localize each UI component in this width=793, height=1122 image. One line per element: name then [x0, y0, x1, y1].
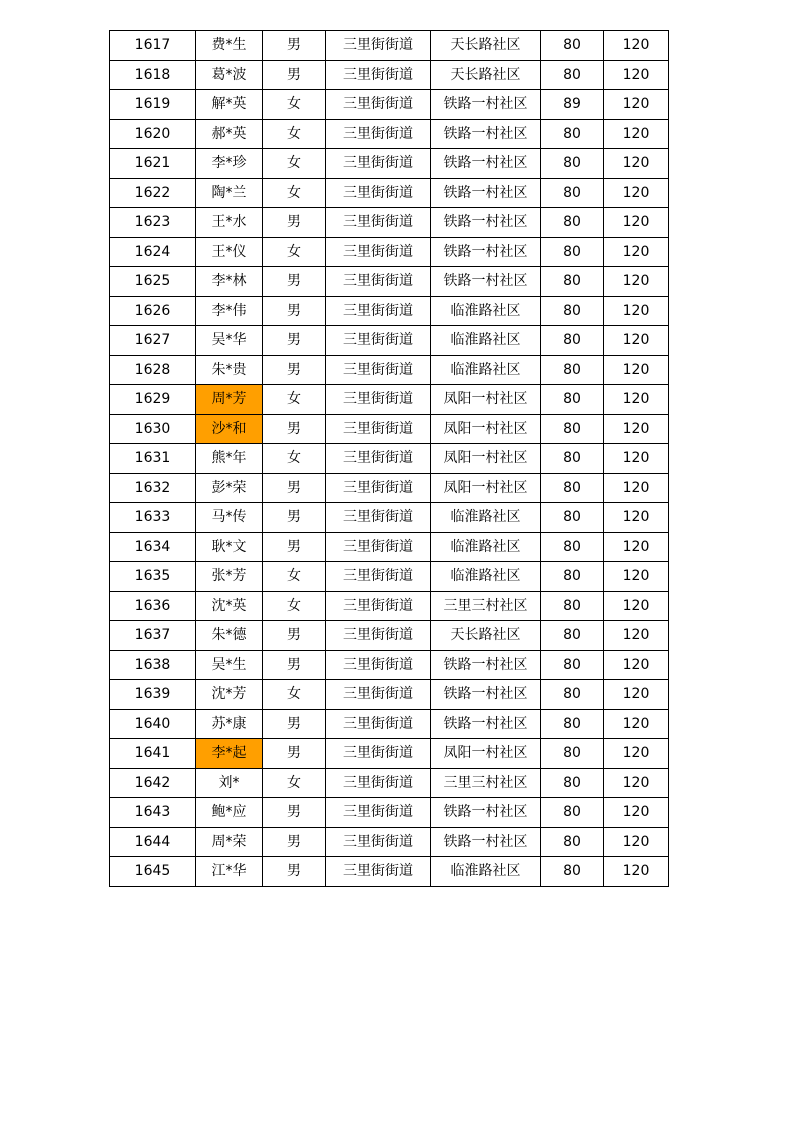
cell-name: 马*传 [196, 503, 263, 533]
cell-community: 凤阳一村社区 [431, 444, 541, 474]
cell-amount: 120 [604, 827, 669, 857]
cell-gender: 男 [263, 827, 326, 857]
cell-amount: 120 [604, 60, 669, 90]
table-row [110, 532, 669, 562]
cell-community: 天长路社区 [431, 60, 541, 90]
cell-street: 三里街街道 [326, 827, 431, 857]
table-row [110, 680, 669, 710]
cell-community: 凤阳一村社区 [431, 473, 541, 503]
table-row [110, 90, 669, 120]
cell-amount: 120 [604, 591, 669, 621]
cell-amount: 120 [604, 208, 669, 238]
cell-street: 三里街街道 [326, 149, 431, 179]
cell-age: 80 [541, 532, 604, 562]
cell-name: 熊*年 [196, 444, 263, 474]
data-table [109, 30, 669, 887]
table-row [110, 355, 669, 385]
cell-community: 铁路一村社区 [431, 650, 541, 680]
cell-community: 铁路一村社区 [431, 827, 541, 857]
cell-gender: 男 [263, 709, 326, 739]
cell-name: 周*芳 [196, 385, 263, 415]
cell-street: 三里街街道 [326, 444, 431, 474]
cell-amount: 120 [604, 90, 669, 120]
cell-age: 80 [541, 621, 604, 651]
cell-street: 三里街街道 [326, 414, 431, 444]
cell-amount: 120 [604, 444, 669, 474]
table-row [110, 60, 669, 90]
cell-street: 三里街街道 [326, 621, 431, 651]
cell-community: 临淮路社区 [431, 562, 541, 592]
table-body [110, 31, 669, 887]
cell-age: 80 [541, 355, 604, 385]
cell-street: 三里街街道 [326, 31, 431, 61]
cell-street: 三里街街道 [326, 237, 431, 267]
cell-street: 三里街街道 [326, 532, 431, 562]
cell-community: 天长路社区 [431, 31, 541, 61]
cell-street: 三里街街道 [326, 473, 431, 503]
cell-id: 1642 [110, 768, 196, 798]
cell-amount: 120 [604, 355, 669, 385]
cell-community: 铁路一村社区 [431, 237, 541, 267]
cell-age: 80 [541, 503, 604, 533]
cell-id: 1620 [110, 119, 196, 149]
cell-name: 彭*荣 [196, 473, 263, 503]
table-row [110, 562, 669, 592]
cell-amount: 120 [604, 739, 669, 769]
cell-street: 三里街街道 [326, 385, 431, 415]
table-row [110, 385, 669, 415]
cell-id: 1626 [110, 296, 196, 326]
cell-community: 三里三村社区 [431, 768, 541, 798]
cell-name: 沙*和 [196, 414, 263, 444]
cell-street: 三里街街道 [326, 119, 431, 149]
cell-gender: 女 [263, 90, 326, 120]
cell-community: 临淮路社区 [431, 326, 541, 356]
cell-community: 临淮路社区 [431, 503, 541, 533]
cell-amount: 120 [604, 857, 669, 887]
table-row [110, 650, 669, 680]
cell-name: 朱*德 [196, 621, 263, 651]
cell-gender: 女 [263, 237, 326, 267]
cell-gender: 男 [263, 31, 326, 61]
cell-age: 80 [541, 709, 604, 739]
cell-id: 1637 [110, 621, 196, 651]
cell-name: 郝*英 [196, 119, 263, 149]
cell-id: 1629 [110, 385, 196, 415]
cell-name: 周*荣 [196, 827, 263, 857]
table-row [110, 414, 669, 444]
cell-id: 1645 [110, 857, 196, 887]
cell-community: 铁路一村社区 [431, 208, 541, 238]
cell-community: 天长路社区 [431, 621, 541, 651]
cell-name: 刘* [196, 768, 263, 798]
cell-gender: 男 [263, 798, 326, 828]
table-row [110, 178, 669, 208]
cell-street: 三里街街道 [326, 267, 431, 297]
table-row [110, 267, 669, 297]
cell-id: 1627 [110, 326, 196, 356]
cell-gender: 男 [263, 473, 326, 503]
cell-community: 铁路一村社区 [431, 709, 541, 739]
cell-amount: 120 [604, 178, 669, 208]
cell-amount: 120 [604, 237, 669, 267]
cell-name: 沈*英 [196, 591, 263, 621]
cell-name: 王*仪 [196, 237, 263, 267]
cell-age: 80 [541, 444, 604, 474]
table-row [110, 591, 669, 621]
cell-gender: 女 [263, 768, 326, 798]
cell-id: 1624 [110, 237, 196, 267]
cell-id: 1634 [110, 532, 196, 562]
cell-community: 铁路一村社区 [431, 119, 541, 149]
cell-name: 张*芳 [196, 562, 263, 592]
cell-age: 80 [541, 798, 604, 828]
table-row [110, 326, 669, 356]
table-row [110, 768, 669, 798]
cell-amount: 120 [604, 385, 669, 415]
cell-id: 1632 [110, 473, 196, 503]
cell-gender: 男 [263, 60, 326, 90]
cell-id: 1630 [110, 414, 196, 444]
cell-community: 铁路一村社区 [431, 680, 541, 710]
table-row [110, 296, 669, 326]
cell-age: 80 [541, 768, 604, 798]
cell-id: 1625 [110, 267, 196, 297]
cell-community: 铁路一村社区 [431, 90, 541, 120]
cell-id: 1622 [110, 178, 196, 208]
cell-name: 解*英 [196, 90, 263, 120]
cell-gender: 男 [263, 621, 326, 651]
cell-age: 80 [541, 119, 604, 149]
cell-id: 1643 [110, 798, 196, 828]
cell-amount: 120 [604, 326, 669, 356]
table-row [110, 739, 669, 769]
cell-street: 三里街街道 [326, 739, 431, 769]
cell-community: 凤阳一村社区 [431, 385, 541, 415]
cell-amount: 120 [604, 267, 669, 297]
cell-name: 朱*贵 [196, 355, 263, 385]
cell-street: 三里街街道 [326, 680, 431, 710]
table-row [110, 503, 669, 533]
cell-gender: 男 [263, 532, 326, 562]
cell-id: 1618 [110, 60, 196, 90]
cell-street: 三里街街道 [326, 60, 431, 90]
cell-gender: 男 [263, 650, 326, 680]
cell-street: 三里街街道 [326, 650, 431, 680]
cell-amount: 120 [604, 768, 669, 798]
cell-age: 80 [541, 178, 604, 208]
cell-street: 三里街街道 [326, 355, 431, 385]
cell-age: 80 [541, 591, 604, 621]
cell-gender: 女 [263, 680, 326, 710]
cell-gender: 女 [263, 149, 326, 179]
cell-age: 80 [541, 827, 604, 857]
cell-name: 吴*华 [196, 326, 263, 356]
cell-name: 苏*康 [196, 709, 263, 739]
cell-gender: 男 [263, 857, 326, 887]
cell-amount: 120 [604, 621, 669, 651]
cell-street: 三里街街道 [326, 857, 431, 887]
cell-name: 陶*兰 [196, 178, 263, 208]
cell-gender: 女 [263, 444, 326, 474]
cell-amount: 120 [604, 650, 669, 680]
cell-age: 80 [541, 739, 604, 769]
cell-street: 三里街街道 [326, 90, 431, 120]
cell-community: 铁路一村社区 [431, 178, 541, 208]
cell-id: 1623 [110, 208, 196, 238]
cell-gender: 女 [263, 385, 326, 415]
cell-age: 80 [541, 208, 604, 238]
cell-age: 80 [541, 149, 604, 179]
cell-street: 三里街街道 [326, 562, 431, 592]
cell-age: 89 [541, 90, 604, 120]
cell-amount: 120 [604, 798, 669, 828]
cell-community: 铁路一村社区 [431, 798, 541, 828]
cell-street: 三里街街道 [326, 591, 431, 621]
cell-amount: 120 [604, 414, 669, 444]
cell-id: 1636 [110, 591, 196, 621]
cell-name: 耿*文 [196, 532, 263, 562]
cell-age: 80 [541, 562, 604, 592]
cell-id: 1617 [110, 31, 196, 61]
cell-name: 沈*芳 [196, 680, 263, 710]
cell-name: 鲍*应 [196, 798, 263, 828]
cell-age: 80 [541, 237, 604, 267]
table-row [110, 208, 669, 238]
cell-street: 三里街街道 [326, 768, 431, 798]
cell-name: 费*生 [196, 31, 263, 61]
cell-id: 1644 [110, 827, 196, 857]
cell-id: 1621 [110, 149, 196, 179]
cell-gender: 女 [263, 178, 326, 208]
table-row [110, 827, 669, 857]
cell-amount: 120 [604, 473, 669, 503]
cell-name: 李*伟 [196, 296, 263, 326]
cell-gender: 女 [263, 591, 326, 621]
cell-name: 李*起 [196, 739, 263, 769]
cell-amount: 120 [604, 296, 669, 326]
cell-age: 80 [541, 326, 604, 356]
table-row [110, 31, 669, 61]
cell-community: 临淮路社区 [431, 857, 541, 887]
cell-name: 吴*生 [196, 650, 263, 680]
cell-community: 临淮路社区 [431, 355, 541, 385]
cell-street: 三里街街道 [326, 709, 431, 739]
cell-gender: 男 [263, 355, 326, 385]
cell-community: 凤阳一村社区 [431, 414, 541, 444]
cell-gender: 男 [263, 326, 326, 356]
table-row [110, 473, 669, 503]
table-row [110, 709, 669, 739]
cell-age: 80 [541, 650, 604, 680]
cell-id: 1628 [110, 355, 196, 385]
cell-age: 80 [541, 680, 604, 710]
cell-age: 80 [541, 414, 604, 444]
cell-street: 三里街街道 [326, 503, 431, 533]
cell-amount: 120 [604, 532, 669, 562]
cell-id: 1638 [110, 650, 196, 680]
table-row [110, 444, 669, 474]
cell-amount: 120 [604, 680, 669, 710]
cell-name: 李*林 [196, 267, 263, 297]
cell-street: 三里街街道 [326, 208, 431, 238]
cell-amount: 120 [604, 562, 669, 592]
cell-id: 1619 [110, 90, 196, 120]
cell-name: 葛*波 [196, 60, 263, 90]
cell-name: 李*珍 [196, 149, 263, 179]
cell-id: 1633 [110, 503, 196, 533]
table-row [110, 149, 669, 179]
cell-community: 铁路一村社区 [431, 267, 541, 297]
cell-id: 1635 [110, 562, 196, 592]
cell-id: 1640 [110, 709, 196, 739]
cell-amount: 120 [604, 503, 669, 533]
table-row [110, 119, 669, 149]
cell-amount: 120 [604, 31, 669, 61]
cell-age: 80 [541, 60, 604, 90]
cell-age: 80 [541, 296, 604, 326]
table-row [110, 857, 669, 887]
cell-gender: 女 [263, 119, 326, 149]
cell-age: 80 [541, 473, 604, 503]
table-row [110, 237, 669, 267]
cell-age: 80 [541, 267, 604, 297]
table-row [110, 621, 669, 651]
cell-amount: 120 [604, 119, 669, 149]
cell-id: 1641 [110, 739, 196, 769]
cell-gender: 男 [263, 414, 326, 444]
cell-street: 三里街街道 [326, 296, 431, 326]
cell-id: 1639 [110, 680, 196, 710]
cell-age: 80 [541, 857, 604, 887]
cell-community: 三里三村社区 [431, 591, 541, 621]
cell-community: 凤阳一村社区 [431, 739, 541, 769]
cell-gender: 男 [263, 267, 326, 297]
cell-amount: 120 [604, 709, 669, 739]
cell-gender: 男 [263, 208, 326, 238]
cell-gender: 男 [263, 739, 326, 769]
table-row [110, 798, 669, 828]
cell-community: 临淮路社区 [431, 532, 541, 562]
cell-street: 三里街街道 [326, 798, 431, 828]
cell-amount: 120 [604, 149, 669, 179]
cell-gender: 男 [263, 296, 326, 326]
cell-id: 1631 [110, 444, 196, 474]
cell-gender: 男 [263, 503, 326, 533]
cell-name: 王*水 [196, 208, 263, 238]
cell-age: 80 [541, 385, 604, 415]
cell-age: 80 [541, 31, 604, 61]
cell-name: 江*华 [196, 857, 263, 887]
cell-community: 临淮路社区 [431, 296, 541, 326]
cell-gender: 女 [263, 562, 326, 592]
cell-street: 三里街街道 [326, 178, 431, 208]
cell-street: 三里街街道 [326, 326, 431, 356]
cell-community: 铁路一村社区 [431, 149, 541, 179]
